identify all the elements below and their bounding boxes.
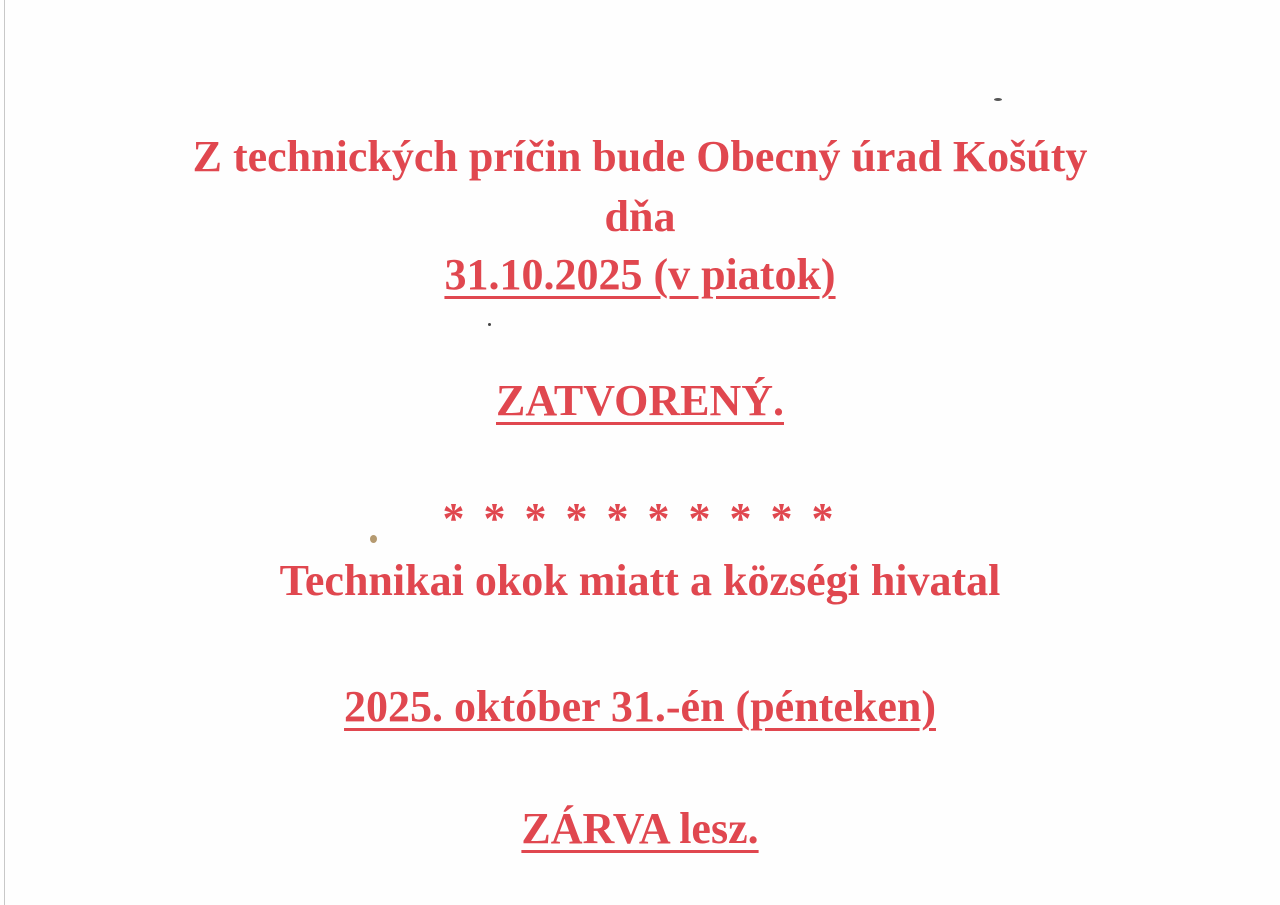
scan-speck — [488, 323, 491, 326]
notice-sk-closed: ZATVORENÝ. — [496, 376, 784, 425]
notice-hu-date: 2025. október 31.-én (pénteken) — [344, 682, 936, 731]
notice-hu-closed-wrap — [0, 804, 1280, 854]
notice-sk-date-wrap — [0, 250, 1280, 300]
notice-sk-line1: Z technických príčin bude Obecný úrad Košúty — [192, 132, 1088, 181]
notice-hu-line1: Technikai okok miatt a községi hivatal — [279, 556, 1001, 605]
scan-speck — [370, 535, 377, 543]
notice-separator: * * * * * * * * * * — [442, 494, 838, 543]
scan-speck — [994, 98, 1002, 101]
notice-sk-line2: dňa — [604, 192, 676, 241]
notice-sk-closed-wrap — [0, 376, 1280, 426]
notice-hu-closed: ZÁRVA lesz. — [521, 804, 759, 853]
notice-sk-date: 31.10.2025 (v piatok) — [444, 250, 836, 299]
notice-hu-date-wrap — [0, 682, 1280, 732]
